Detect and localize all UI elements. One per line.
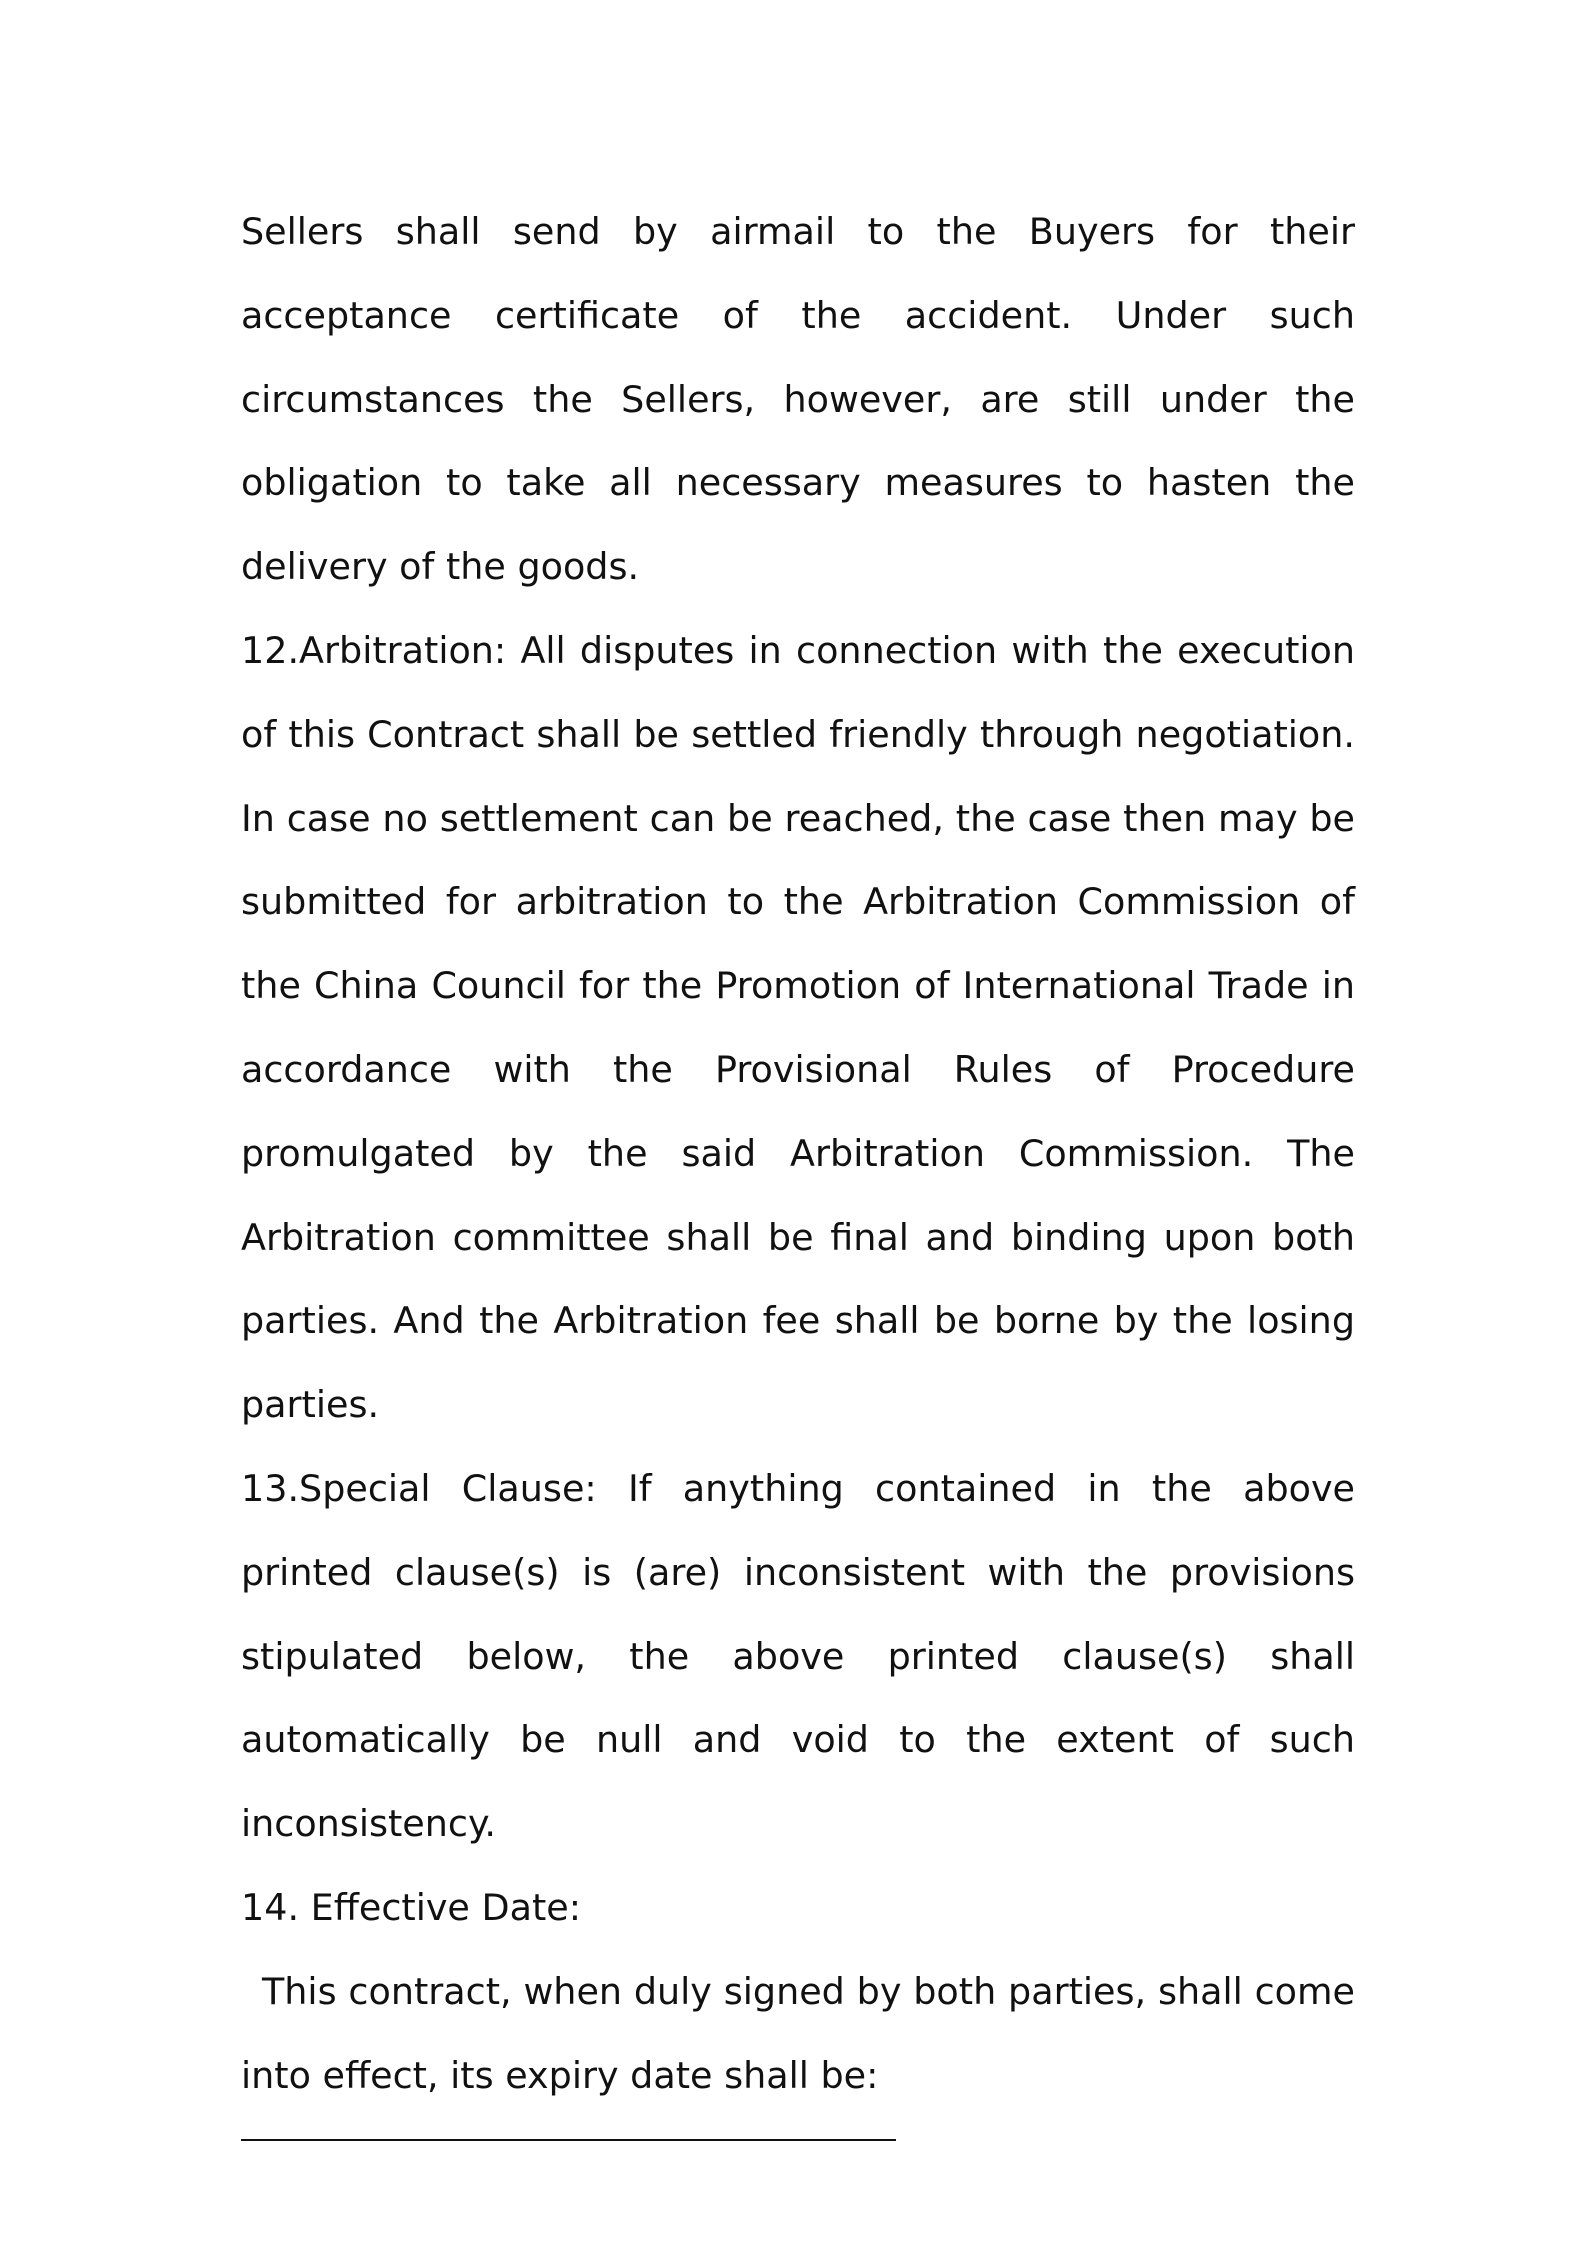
- paragraph-arbitration: 12.Arbitration: All disputes in connection with the execution of this Contract shall be settled friendly through negotiation. In case no settlement can be reached, the case then may be submitted for arbitration to the Arbitration Commission of the China Council for the Promotion of International Trade in accordance with the Provisional Rules of Procedure promulgated by the said Arbitration Commission. The Arbitration committee shall be final and binding upon both parties. And the Arbitration fee shall be borne by the losing parties.: [241, 628, 1355, 1427]
- heading-effective-date: 14. Effective Date:: [241, 1885, 582, 1929]
- paragraph-effective-date-body: This contract, when duly signed by both parties, shall come into effect, its expiry date shall be:: [241, 1969, 1355, 2097]
- paragraph-special-clause: 13.Special Clause: If anything contained in the above printed clause(s) is (are) inconsistent with the provisions stipulated below, the above printed clause(s) shall automatically be null and void to the extent of such inconsistency.: [241, 1466, 1355, 1846]
- document-body: [241, 190, 1355, 2141]
- expiry-date-blank-line: [241, 2139, 896, 2141]
- paragraph-force-majeure-continued: Sellers shall send by airmail to the Buyers for their acceptance certificate of the accident. Under such circumstances the Sellers, however, are still under the obligation to take all necessary measures to hasten the delivery of the goods.: [241, 210, 1355, 589]
